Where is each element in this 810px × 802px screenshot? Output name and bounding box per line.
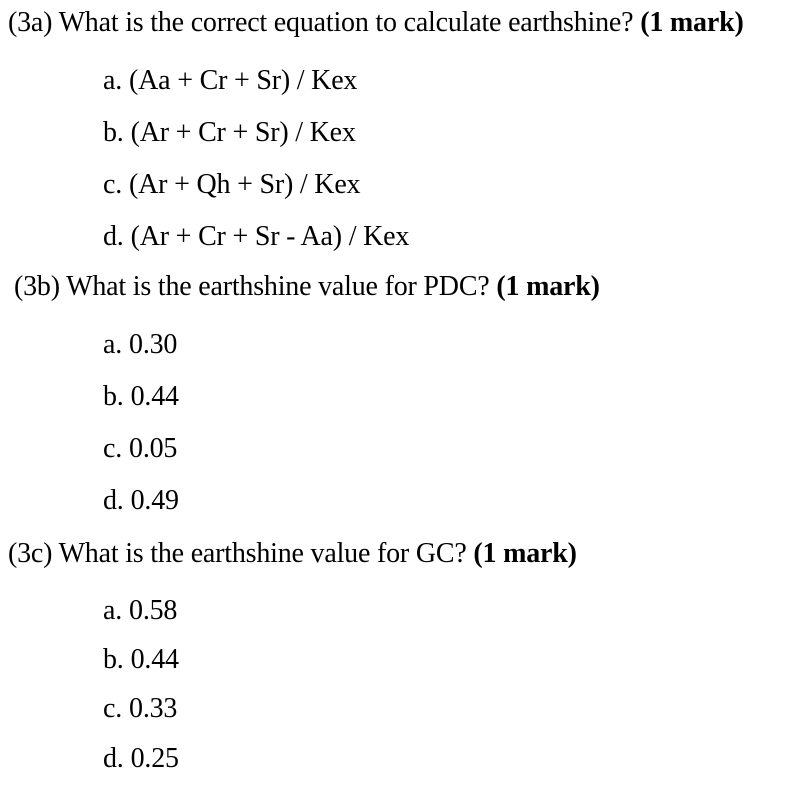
question-3b (14, 270, 600, 304)
question-number: (3b) (14, 271, 60, 302)
option-3b-a[interactable] (103, 328, 177, 362)
option-text: (Ar + Cr + Sr - Aa) / Kex (130, 221, 410, 252)
option-letter: a. (103, 329, 123, 360)
option-3c-a[interactable] (103, 594, 177, 628)
mark-label: (1 mark) (640, 7, 744, 38)
option-3b-b[interactable] (103, 380, 179, 414)
option-3a-c[interactable] (103, 168, 360, 202)
option-letter: b. (103, 644, 124, 675)
option-text: 0.44 (130, 381, 179, 412)
option-letter: a. (103, 595, 123, 626)
question-number: (3c) (8, 538, 53, 569)
option-letter: b. (103, 381, 124, 412)
option-3a-d[interactable] (103, 220, 409, 254)
option-text: 0.30 (129, 329, 178, 360)
option-3b-c[interactable] (103, 432, 177, 466)
option-text: 0.33 (129, 693, 178, 724)
option-text: 0.44 (130, 644, 179, 675)
option-letter: d. (103, 221, 124, 252)
question-text: What is the correct equation to calculate earthshine? (58, 7, 634, 38)
option-letter: b. (103, 117, 124, 148)
question-3c (8, 537, 577, 571)
option-text: 0.25 (130, 743, 179, 774)
option-letter: a. (103, 65, 123, 96)
question-3a (8, 6, 744, 40)
mark-label: (1 mark) (496, 271, 600, 302)
question-text: What is the earthshine value for GC? (58, 538, 467, 569)
option-3b-d[interactable] (103, 484, 179, 518)
option-3c-b[interactable] (103, 643, 179, 677)
option-letter: c. (103, 433, 123, 464)
option-text: (Ar + Qh + Sr) / Kex (129, 169, 361, 200)
option-text: 0.05 (129, 433, 178, 464)
option-3a-a[interactable] (103, 64, 357, 98)
option-3a-b[interactable] (103, 116, 356, 150)
option-letter: d. (103, 485, 124, 516)
option-letter: c. (103, 169, 123, 200)
option-letter: c. (103, 693, 123, 724)
option-3c-c[interactable] (103, 692, 177, 726)
option-text: (Aa + Cr + Sr) / Kex (129, 65, 358, 96)
question-number: (3a) (8, 7, 53, 38)
question-text: What is the earthshine value for PDC? (66, 271, 490, 302)
option-text: (Ar + Cr + Sr) / Kex (130, 117, 356, 148)
option-text: 0.58 (129, 595, 178, 626)
option-text: 0.49 (130, 485, 179, 516)
option-letter: d. (103, 743, 124, 774)
option-3c-d[interactable] (103, 742, 179, 776)
mark-label: (1 mark) (473, 538, 577, 569)
